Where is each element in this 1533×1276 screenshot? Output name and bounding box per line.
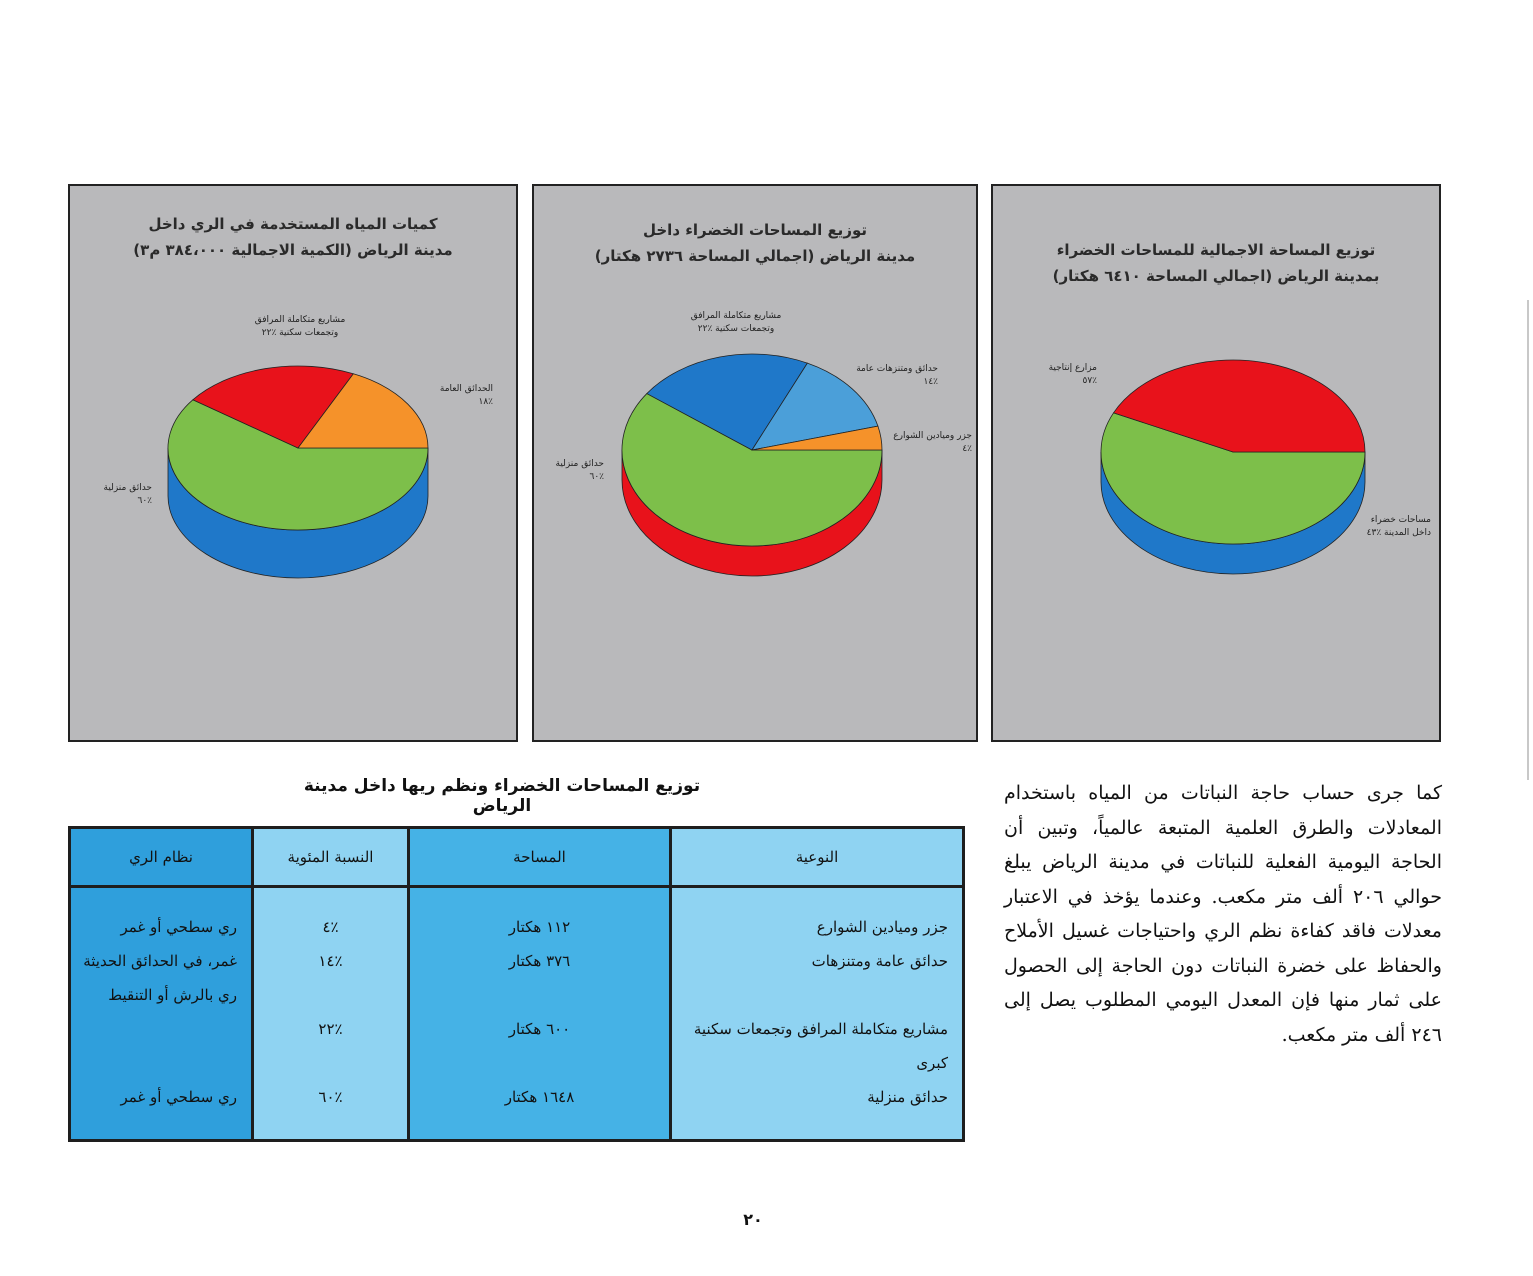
header-irrigation: نظام الري bbox=[70, 828, 253, 887]
slice-label-public-gardens: الحدائق العامة ٪١٨ bbox=[439, 384, 493, 407]
table-cell: ٪١٤ bbox=[318, 952, 343, 970]
chart-subtitle: مدينة الرياض (الكمية الاجمالية ٣٨٤،٠٠٠ م٣) bbox=[133, 241, 453, 259]
chart-panel-total-green bbox=[991, 184, 1441, 742]
chart-subtitle: بمدينة الرياض (اجمالي المساحة ٦٤١٠ هكتار) bbox=[1052, 267, 1380, 285]
area-column bbox=[409, 887, 671, 1141]
pie-chart-water bbox=[70, 186, 516, 740]
chart-title: توزيع المساحات الخضراء داخل bbox=[642, 221, 867, 239]
chart-panel-water-usage bbox=[68, 184, 518, 742]
percent-column bbox=[253, 887, 409, 1141]
table-cell: حدائق عامة ومتنزهات bbox=[811, 952, 948, 970]
table-cell: ٣٧٦ هكتار bbox=[508, 952, 571, 970]
table-cell: ٪٢٢ bbox=[318, 1020, 343, 1038]
type-column bbox=[671, 887, 964, 1141]
slice-label-public-parks: حدائق ومتنزهات عامة ٪١٤ bbox=[856, 364, 938, 387]
table-cell: ١١٢ هكتار bbox=[508, 918, 571, 936]
table-cell: ١٦٤٨ هكتار bbox=[504, 1088, 575, 1106]
slice-label-home-gardens: حدائق منزلية ٪٦٠ bbox=[103, 483, 152, 506]
pie-chart-total-green bbox=[993, 186, 1439, 740]
table-row bbox=[70, 887, 964, 1141]
table-cell: مشاريع متكاملة المرافق وتجمعات سكنية كبرى bbox=[693, 1020, 948, 1072]
table-cell: ري سطحي أو غمر bbox=[120, 1088, 237, 1106]
header-percent: النسبة المئوية bbox=[253, 828, 409, 887]
chart-title: كميات المياه المستخدمة في الري داخل bbox=[148, 215, 438, 233]
irrigation-table bbox=[68, 826, 965, 1142]
page-edge-rule bbox=[1527, 300, 1529, 780]
slice-label-projects: مشاريع متكاملة المرافق وتجمعات سكنية ٪٢٢ bbox=[690, 311, 782, 334]
table-cell: ري بالرش أو التنقيط bbox=[108, 986, 237, 1004]
slice-label-city-green: مساحات خضراء داخل المدينة ٪٤٣ bbox=[1366, 515, 1431, 538]
table-cell bbox=[85, 1012, 237, 1080]
table-cell: جزر وميادين الشوارع bbox=[816, 918, 948, 936]
table-header-row bbox=[70, 828, 964, 887]
chart-panel-green-areas bbox=[532, 184, 978, 742]
table-cell: ٪٤ bbox=[322, 918, 339, 936]
chart-title: توزيع المساحة الاجمالية للمساحات الخضراء bbox=[1056, 241, 1376, 259]
table-cell: حدائق منزلية bbox=[867, 1088, 948, 1106]
irrigation-column bbox=[70, 887, 253, 1141]
table-cell: ٪٦٠ bbox=[318, 1088, 343, 1106]
header-area: المساحة bbox=[409, 828, 671, 887]
table-cell: ٦٠٠ هكتار bbox=[508, 1020, 571, 1038]
slice-label-projects: مشاريع متكاملة المرافق وتجمعات سكنية ٪٢٢ bbox=[254, 315, 346, 338]
header-type: النوعية bbox=[671, 828, 964, 887]
slice-label-farms: مزارع إنتاجية ٪٥٧ bbox=[1048, 363, 1097, 386]
table-cell: ري سطحي أو غمر bbox=[120, 918, 237, 936]
slice-label-street-islands: جزر وميادين الشوارع ٪٤ bbox=[893, 431, 972, 454]
slice-label-home-gardens: حدائق منزلية ٪٦٠ bbox=[555, 459, 604, 482]
body-paragraph: كما جرى حساب حاجة النباتات من المياه باستخدام المعادلات والطرق العلمية المتبعة عالمياً، وتبين أن الحاجة اليومية الفعلية للنباتات في مدينة الرياض يبلغ حوالي ٢٠٦ ألف متر مكعب. وعندما يؤخذ في الاعتبار معدلات فاقد كفاءة نظم الري واحتياجات غسيل الأملاح والحفاظ على خضرة النباتات دون الحاجة إلى الحصول على ثمار منها فإن المعدل اليومي المطلوب يصل إلى ٢٤٦ ألف متر مكعب. bbox=[1004, 782, 1442, 1046]
chart-subtitle: مدينة الرياض (اجمالي المساحة ٢٧٣٦ هكتار) bbox=[594, 247, 916, 265]
page-number: ٢٠ bbox=[743, 1210, 763, 1229]
table-caption: توزيع المساحات الخضراء ونظم ريها داخل مدينة الرياض bbox=[303, 776, 701, 816]
table-cell: غمر، في الحدائق الحديثة bbox=[83, 952, 237, 970]
